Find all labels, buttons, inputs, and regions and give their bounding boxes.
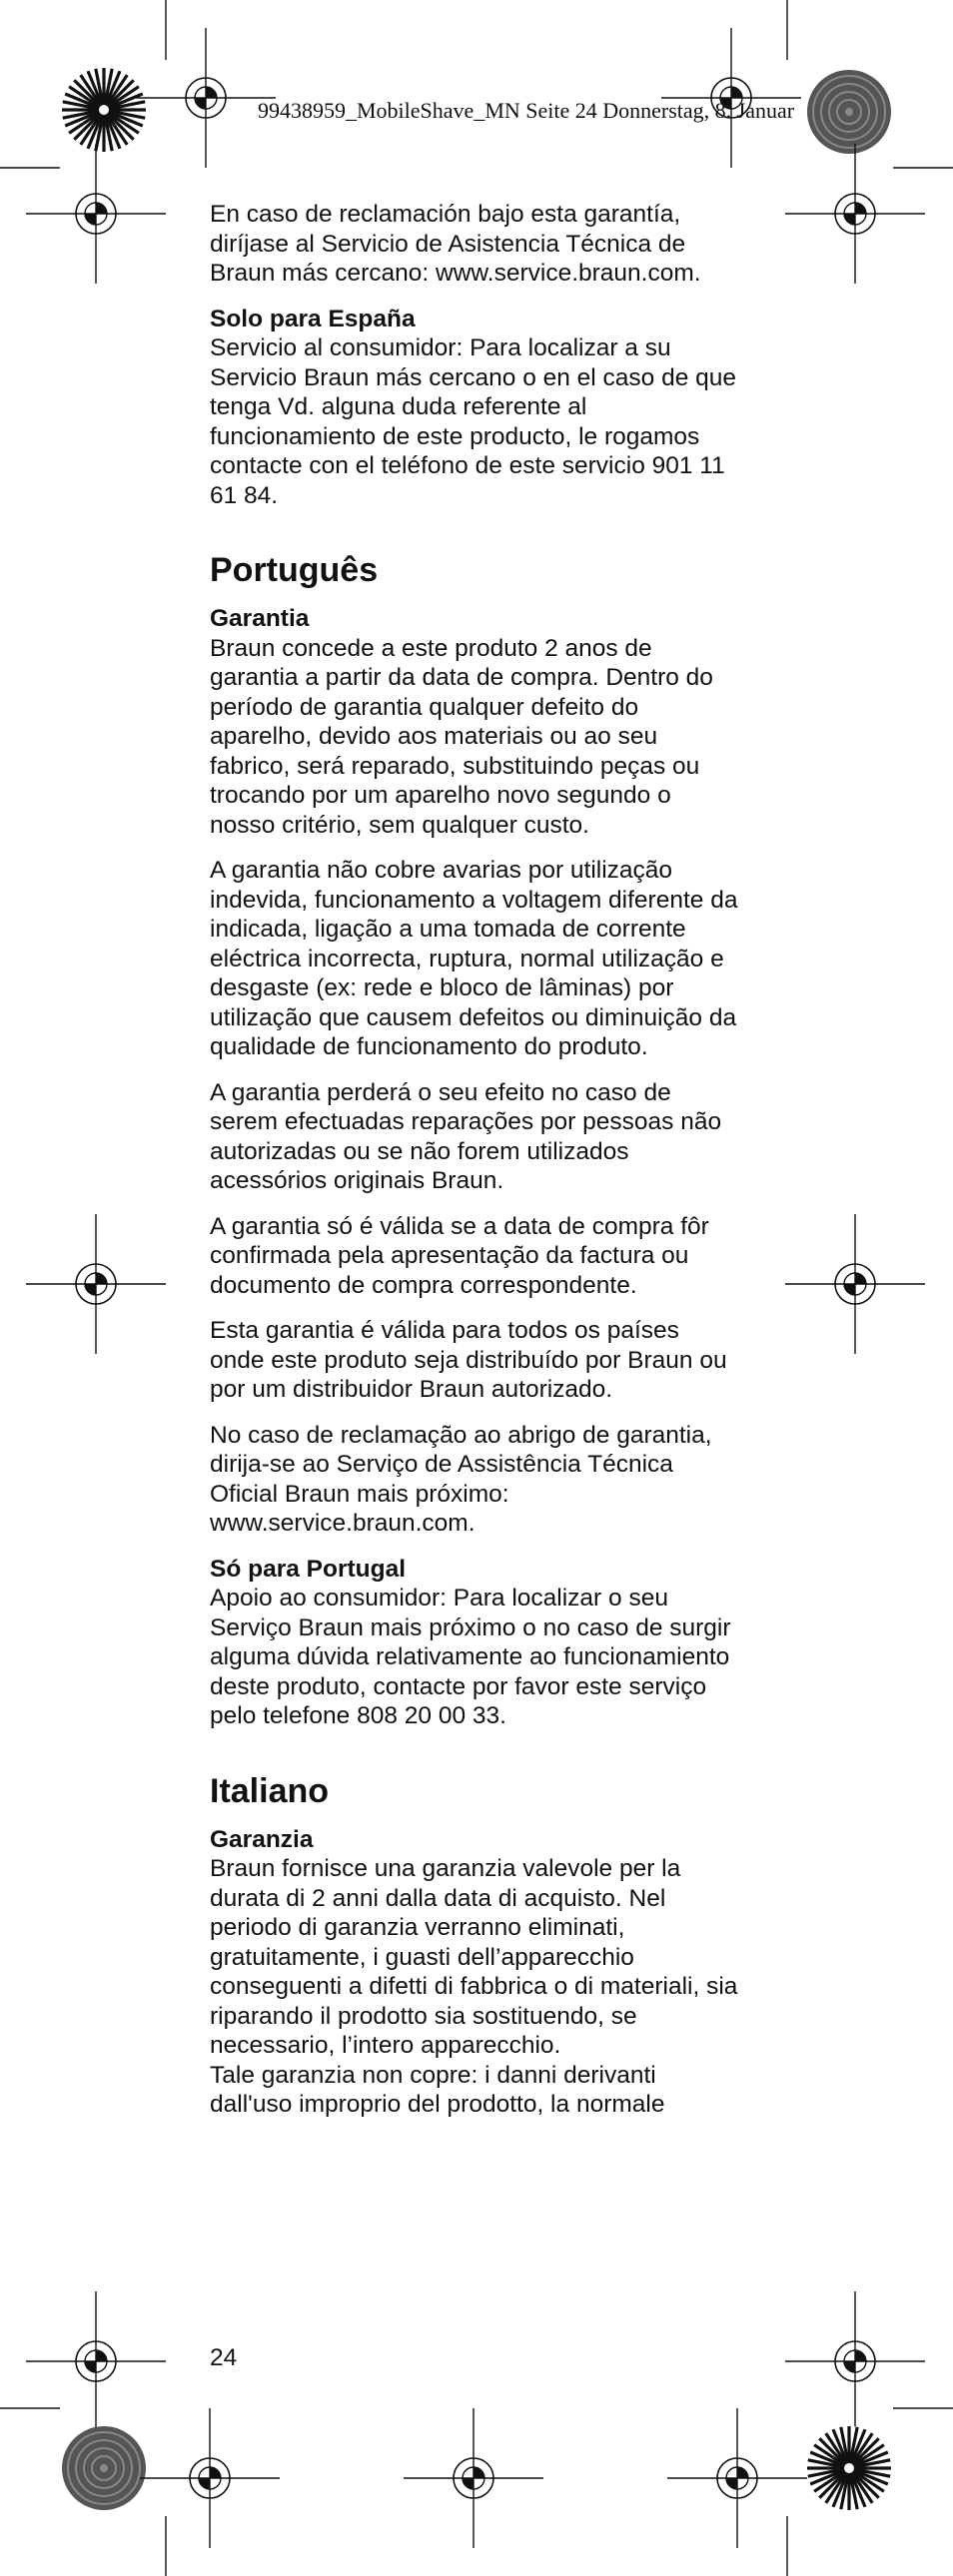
pt-paragraph-4: A garantia só é válida se a data de compra fôr confirmada pela apresentação da factura ou documento de compra correspondente. <box>210 1212 709 1299</box>
print-slug: 99438959_MobileShave_MN Seite 24 Donnerstag, 8. Januar <box>258 98 795 123</box>
pt-so-title: Só para Portugal <box>210 1555 407 1583</box>
page-content <box>210 200 739 2136</box>
page-number: 24 <box>210 2344 238 2371</box>
pt-garantia-title: Garantia <box>210 605 310 632</box>
it-paragraph-1: Braun fornisce una garanzia valevole per la durata di 2 anni dalla data di acquisto. Nel periodo di garanzia verranno eliminati, gratuitamente, i guasti dell’apparecchio conseguenti a difetti di fabbrica o di materiali, sia riparando il prodotto sia sostituendo, se necessario, l’intero apparecchio. <box>210 1855 738 2059</box>
it-garanzia-section <box>210 1825 739 2120</box>
es-solo-text: Servicio al consumidor: Para localizar a su Servicio Braun más cercano o en el caso de que tenga Vd. alguna duda referente al funcionamiento de este producto, le rogamos contacte con el teléfono de este servicio 901 11 61 84. <box>210 334 737 509</box>
pt-so-section <box>210 1555 739 1731</box>
pt-paragraph-2: A garantia não cobre avarias por utilização indevida, funcionamento a voltagem diferente da indicada, ligação a uma tomada de corrente eléctrica incorrecta, ruptura, normal utilização e desgaste (ex: rede e bloco de lâminas) por utilização que causem defeitos ou diminuição da qualidade de funcionamento do produto. <box>210 857 738 1060</box>
pt-paragraph-6: No caso de reclamação ao abrigo de garantia, dirija-se ao Serviço de Assistência Técnica Oficial Braun mais próximo: www.service.braun.com. <box>210 1421 712 1537</box>
es-solo-title: Solo para España <box>210 305 416 332</box>
it-heading: Italiano <box>210 1771 330 1810</box>
pt-paragraph-1: Braun concede a este produto 2 anos de garantia a partir da data de compra. Dentro do período de garantia qualquer defeito do aparelho, devido aos materiais ou ao seu fabrico, será reparado, substituindo peças ou trocando por um aparelho novo segundo o nosso critério, sem qualquer custo. <box>210 634 713 839</box>
pt-paragraph-5: Esta garantia é válida para todos os países onde este produto seja distribuído por Braun ou por um distribuidor Braun autorizado. <box>210 1317 727 1403</box>
it-garanzia-title: Garanzia <box>210 1825 314 1853</box>
es-solo-section <box>210 305 739 511</box>
pt-heading: Português <box>210 551 379 589</box>
it-paragraph-2: Tale garanzia non copre: i danni derivanti dall'uso improprio del prodotto, la normale <box>210 2061 665 2118</box>
pt-so-text: Apoio ao consumidor: Para localizar o seu Serviço Braun mais próximo o no caso de surgir alguma dúvida relativamente ao funcionamiento deste produto, contacte por favor este serviço pelo telefone 808 20 00 33. <box>210 1585 731 1729</box>
pt-garantia-section <box>210 604 739 840</box>
es-reclamacion-paragraph: En caso de reclamación bajo esta garantía, diríjase al Servicio de Asistencia Técnica de Braun más cercano: www.service.braun.com. <box>210 201 701 287</box>
pt-paragraph-3: A garantia perderá o seu efeito no caso de serem efectuadas reparações por pessoas não autorizadas ou se não forem utilizados acessórios originais Braun. <box>210 1078 722 1194</box>
